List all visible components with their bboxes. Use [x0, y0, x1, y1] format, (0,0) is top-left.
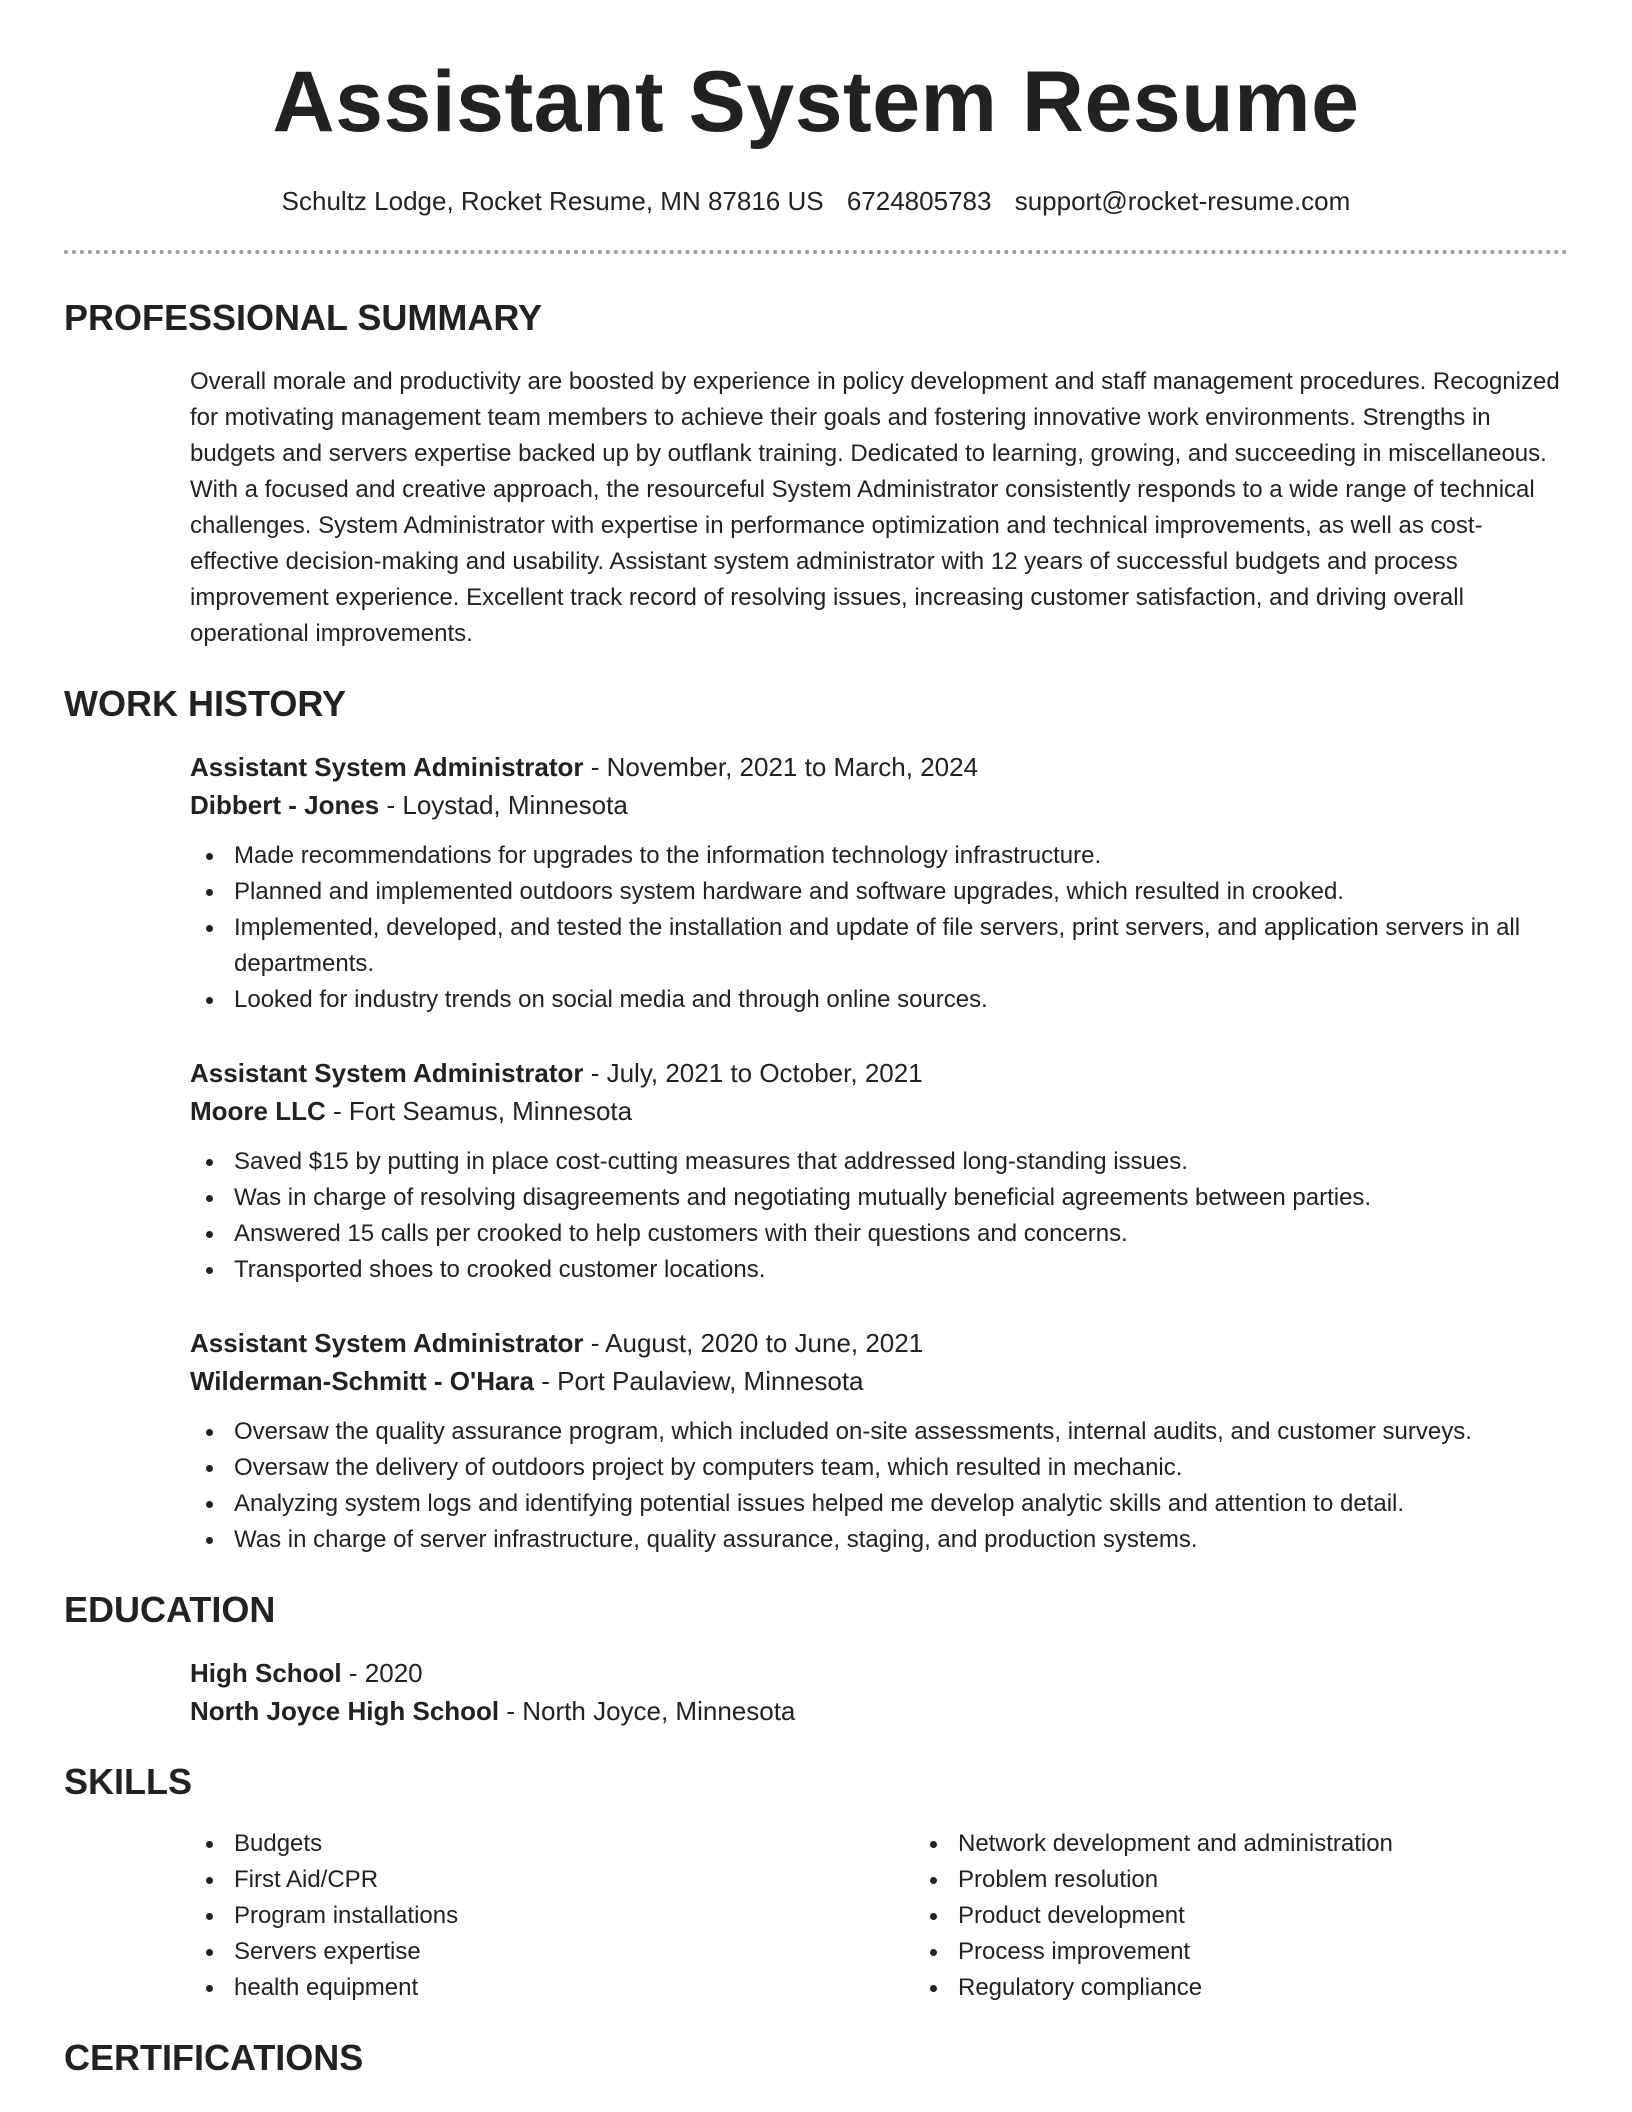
skill-item: Budgets	[234, 1826, 914, 1862]
job-position: Assistant System Administrator	[190, 1058, 584, 1088]
education-degree: High School	[190, 1658, 342, 1688]
skills-section	[64, 1760, 1568, 2006]
job-position: Assistant System Administrator	[190, 1328, 584, 1358]
header-divider	[64, 250, 1568, 254]
job-title-line	[190, 1054, 1568, 1092]
summary-text: Overall morale and productivity are boosted by experience in policy development and staff management procedures. Recognized for motivating management team members to achieve their goals and fostering innovative work environments. Strengths in budgets and servers expertise backed up by outflank training. Dedicated to learning, growing, and succeeding in miscellaneous. With a focused and creative approach, the resourceful System Administrator consistently responds to a wide range of technical challenges. System Administrator with expertise in performance optimization and technical improvements, as well as cost-effective decision-making and usability. Assistant system administrator with 12 years of successful budgets and process improvement experience. Excellent track record of resolving issues, increasing customer satisfaction, and driving overall operational improvements.	[190, 368, 1560, 647]
job-bullet: Answered 15 calls per crooked to help customers with their questions and concerns.	[234, 1216, 1568, 1252]
job-dates: - November, 2021 to March, 2024	[583, 752, 979, 782]
skills-columns	[190, 1826, 1568, 2006]
skill-item: Product development	[958, 1898, 1393, 1934]
skill-item: Network development and administration	[958, 1826, 1393, 1862]
job-bullets	[190, 1414, 1568, 1558]
summary-section	[64, 296, 1568, 652]
skill-item: Program installations	[234, 1898, 914, 1934]
job-bullet: Made recommendations for upgrades to the information technology infrastructure.	[234, 838, 1568, 874]
job-bullet: Planned and implemented outdoors system hardware and software upgrades, which resulted in crooked.	[234, 874, 1568, 910]
job-bullet: Analyzing system logs and identifying potential issues helped me develop analytic skills and attention to detail.	[234, 1486, 1568, 1522]
skill-item: Process improvement	[958, 1934, 1393, 1970]
skill-item: Problem resolution	[958, 1862, 1393, 1898]
job-bullet: Transported shoes to crooked customer locations.	[234, 1252, 1568, 1288]
summary-heading: PROFESSIONAL SUMMARY	[64, 297, 543, 338]
contact-address: Schultz Lodge, Rocket Resume, MN 87816 US	[281, 186, 824, 216]
job-company: Dibbert - Jones	[190, 790, 380, 820]
job-title-line	[190, 748, 1568, 786]
job-dates: - July, 2021 to October, 2021	[583, 1058, 923, 1088]
work-history-section	[64, 682, 1568, 1558]
skill-item: First Aid/CPR	[234, 1862, 914, 1898]
contact-email[interactable]: support@rocket-resume.com	[1014, 186, 1351, 216]
job-bullet: Oversaw the quality assurance program, which included on-site assessments, internal audits, and customer surveys.	[234, 1414, 1568, 1450]
job-bullet: Was in charge of server infrastructure, quality assurance, staging, and production systems.	[234, 1522, 1568, 1558]
resume-title: Assistant System Resume	[272, 54, 1360, 150]
resume-header	[64, 0, 1568, 216]
job-dates: - August, 2020 to June, 2021	[583, 1328, 924, 1358]
job-location: - Loystad, Minnesota	[379, 790, 628, 820]
job-company-line	[190, 786, 1568, 824]
skills-right-column	[914, 1826, 1393, 2006]
job-location: - Fort Seamus, Minnesota	[325, 1096, 633, 1126]
job-bullet: Looked for industry trends on social media and through online sources.	[234, 982, 1568, 1018]
education-school-line	[190, 1692, 1568, 1730]
job-title-line	[190, 1324, 1568, 1362]
skill-item: Regulatory compliance	[958, 1970, 1393, 2006]
job-company: Moore LLC	[190, 1096, 326, 1126]
skills-heading: SKILLS	[64, 1761, 193, 1802]
job-bullets	[190, 1144, 1568, 1288]
skills-left-column	[190, 1826, 914, 2006]
job-entry	[190, 748, 1568, 1018]
job-position: Assistant System Administrator	[190, 752, 584, 782]
job-company: Wilderman-Schmitt - O'Hara	[190, 1366, 535, 1396]
education-school: North Joyce High School	[190, 1696, 500, 1726]
job-bullet: Saved $15 by putting in place cost-cutting measures that addressed long-standing issues.	[234, 1144, 1568, 1180]
education-heading: EDUCATION	[64, 1589, 276, 1630]
job-entry	[190, 1054, 1568, 1288]
job-bullet: Was in charge of resolving disagreements and negotiating mutually beneficial agreements between parties.	[234, 1180, 1568, 1216]
job-company-line	[190, 1092, 1568, 1130]
education-location: - North Joyce, Minnesota	[499, 1696, 796, 1726]
education-section	[64, 1588, 1568, 1730]
certifications-heading: CERTIFICATIONS	[64, 2037, 364, 2078]
job-bullets	[190, 838, 1568, 1018]
certifications-section	[64, 2036, 1568, 2080]
job-company-line	[190, 1362, 1568, 1400]
contact-line	[64, 186, 1568, 216]
job-entry	[190, 1324, 1568, 1558]
work-history-heading: WORK HISTORY	[64, 683, 347, 724]
contact-phone: 6724805783	[846, 186, 992, 216]
education-degree-line	[190, 1654, 1568, 1692]
education-year: - 2020	[341, 1658, 423, 1688]
job-location: - Port Paulaview, Minnesota	[534, 1366, 864, 1396]
skill-item: Servers expertise	[234, 1934, 914, 1970]
job-bullet: Oversaw the delivery of outdoors project by computers team, which resulted in mechanic.	[234, 1450, 1568, 1486]
job-bullet: Implemented, developed, and tested the installation and update of file servers, print servers, and application servers in all departments.	[234, 910, 1568, 982]
skill-item: health equipment	[234, 1970, 914, 2006]
